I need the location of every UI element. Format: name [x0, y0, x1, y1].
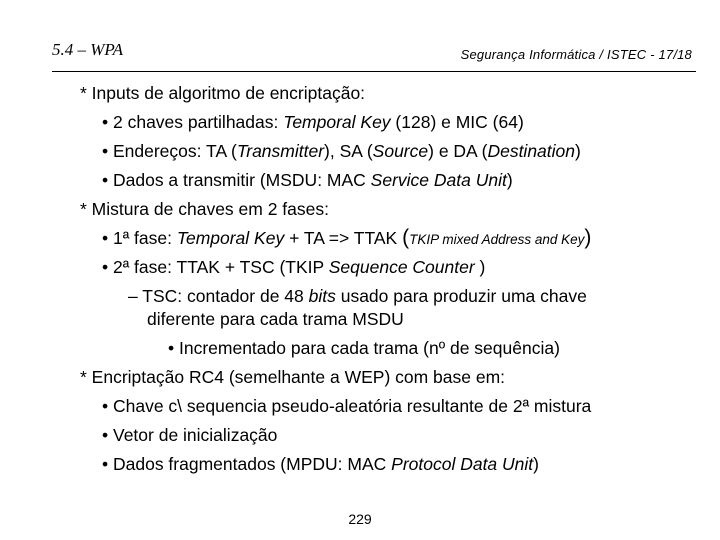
paren-close: ) — [584, 226, 592, 249]
text-segment: ), SA ( — [324, 141, 373, 161]
text-segment: • Endereços: TA ( — [102, 141, 237, 161]
text-segment: • 1ª fase: — [102, 228, 177, 248]
section-title: 5.4 – WPA — [52, 40, 123, 59]
text-segment: ) — [474, 257, 486, 277]
text-segment: – TSC: contador de 48 — [128, 286, 309, 306]
bullet-shared-keys — [102, 112, 524, 132]
text-segment: • 2 chaves partilhadas: — [102, 112, 284, 132]
emphasis-text: Temporal Key — [176, 228, 285, 248]
text-segment: usado para produzir uma chave — [335, 286, 587, 306]
emphasis-text: Transmitter — [236, 141, 325, 161]
page-number: 229 — [348, 511, 372, 527]
emphasis-text: Source — [372, 141, 429, 161]
text-segment: ) — [506, 170, 513, 190]
bullet-phase-1 — [102, 228, 591, 250]
bullet-key-sequence: • Chave c\ sequencia pseudo-aleatória resultante de 2ª mistura — [102, 396, 592, 416]
bullet-rc4-encryption: * Encriptação RC4 (semelhante a WEP) com base em: — [80, 367, 506, 387]
emphasis-text: Sequence Counter — [328, 257, 475, 277]
bullet-fragmented-data — [102, 454, 539, 474]
text-segment: ) — [575, 141, 581, 161]
emphasis-text: Temporal Key — [283, 112, 391, 132]
paren-open: ( — [402, 226, 410, 249]
text-segment: (128) e MIC (64) — [390, 112, 524, 132]
text-segment: + TA => TTAK — [284, 228, 403, 248]
sub-bullet-tsc — [128, 286, 587, 306]
emphasis-text: bits — [308, 286, 336, 306]
bullet-inputs: * Inputs de algoritmo de encriptação: — [80, 83, 366, 103]
ttak-expansion: TKIP mixed Address and Key — [409, 232, 585, 247]
bullet-data-transmit — [102, 170, 513, 190]
emphasis-text: Protocol Data Unit — [391, 454, 534, 474]
text-segment: ) e DA ( — [428, 141, 488, 161]
bullet-init-vector: • Vetor de inicialização — [102, 425, 278, 445]
sub-bullet-tsc-continued: diferente para cada trama MSDU — [147, 309, 404, 329]
text-segment: • 2ª fase: TTAK + TSC (TKIP — [102, 257, 329, 277]
sub-sub-bullet-increment: • Incrementado para cada trama (nº de sequência) — [168, 338, 560, 358]
emphasis-text: Destination — [487, 141, 576, 161]
bullet-addresses — [102, 141, 581, 161]
text-segment: • Dados a transmitir (MSDU: MAC — [102, 170, 371, 190]
text-segment: ) — [533, 454, 539, 474]
bullet-phase-2 — [102, 257, 485, 277]
course-header: Segurança Informática / ISTEC - 17/18 — [460, 47, 692, 62]
emphasis-text: Service Data Unit — [370, 170, 507, 190]
bullet-key-mixing: * Mistura de chaves em 2 fases: — [80, 199, 329, 219]
text-segment: • Dados fragmentados (MPDU: MAC — [102, 454, 392, 474]
header-divider — [52, 71, 696, 72]
